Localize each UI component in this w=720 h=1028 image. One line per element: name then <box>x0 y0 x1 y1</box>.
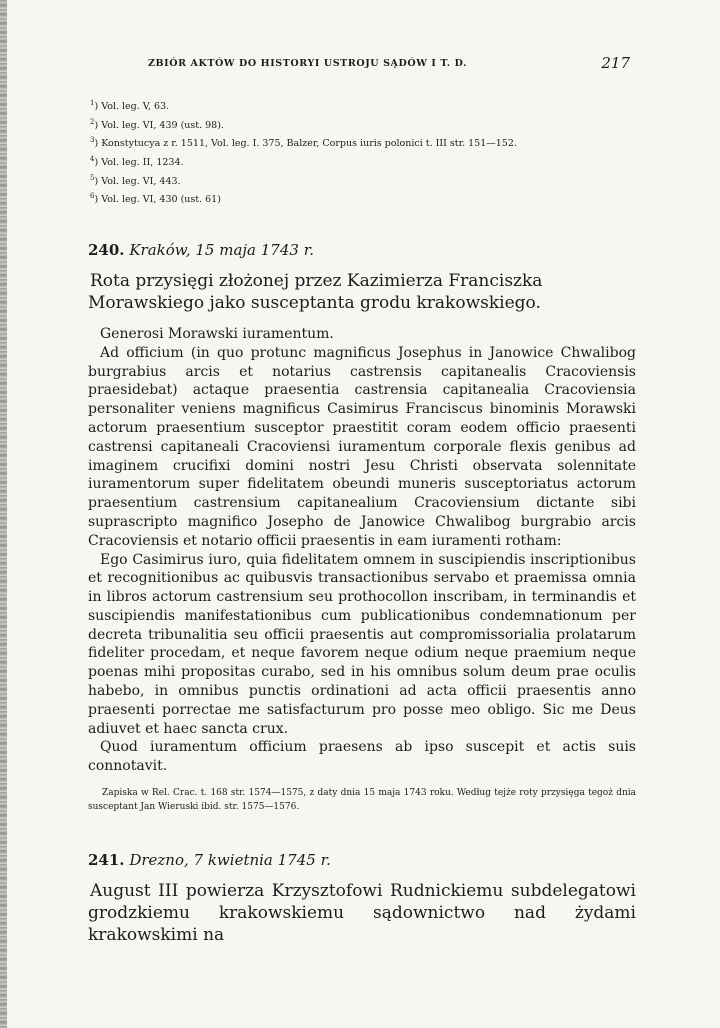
footnote: $^1$) Vol. leg. V, 63. <box>90 99 170 113</box>
section-240-heading <box>88 240 636 260</box>
scan-edge-shadow <box>0 0 7 1028</box>
footnote: $^6$) Vol. leg. VI, 430 (ust. 61) <box>90 192 221 206</box>
page-number: 217 <box>601 54 630 72</box>
footnote: $^4$) Vol. leg. II, 1234. <box>90 154 184 169</box>
section-place-date: Drezno, 7 kwietnia 1745 r. <box>129 851 331 870</box>
footnote: $^5$) Vol. leg. VI, 443. <box>90 173 181 187</box>
page <box>88 52 636 946</box>
footnote: $^3$) Konstytucya z r. 1511, Vol. leg. I. 375, Balzer, Corpus iuris polonici t. III str. 151—152. <box>90 136 517 150</box>
header-title: ZBIÓR AKTÓW DO HISTORYI USTROJU SĄDÓW I T. D. <box>148 58 468 69</box>
footnote: $^2$) Vol. leg. VI, 439 (ust. 98). <box>90 117 224 131</box>
section-241 <box>88 850 636 946</box>
section-241-heading <box>88 850 636 870</box>
paragraph: Quod iuramentum officium praesens ab ipso suscepit et actis suis connotavit. <box>88 739 636 775</box>
section-240-title: Rota przysięgi złożonej przez Kazimierza Franciszka Morawskiego jako susceptanta grodu krakowskiego. <box>88 270 543 313</box>
paragraph: Generosi Morawski iuramentum. <box>100 325 334 342</box>
footnotes <box>88 96 636 208</box>
paragraph: Ad officium (in quo protunc magnificus Josephus in Janowice Chwalibog burgrabius arcis et notarius castrensis capitanealis Cracoviensis praesidebat) actaque praesentia castrensia capitanealia Cracoviensia personaliter veniens magnificus Casimirus Franciscus binominis Morawski actorum praesentium susceptor praestitit coram eodem officio praesenti castrensi capitaneali Cracoviensi iuramentum corporale flexis genibus ad imaginem crucifixi domini nostri Jesu Christi observata solennitate iuramentorum super fidelitatem obeundi muneris susceptoriatus actorum praesentium castrensium capitanealium Cracoviensium dictante sibi suprascripto magnifico Josepho de Janowice Chwalibog burgrabio arcis Cracoviensis et notario officii praesentis in eam iuramenti rotham: <box>88 344 636 549</box>
paragraph: Ego Casimirus iuro, quia fidelitatem omnem in suscipiendis inscriptionibus et recognitionibus ac quibusvis transactionibus servabo et praemissa omnia in libros actorum castrensium seu prothocollon inscribam, in terminandis et suscipiendis manifestationibus cum publicationibus condemnationum per decreta tribunalitia seu officii praesentis aut compromissorialia prolatarum fideliter procedam, et neque favorem neque odium neque praemium neque poenas mihi propositas curabo, sed in his omnibus solum deum prae oculis habebo, in omnibus punctis ordinationi ad acta officii praesentis anno praesenti porrectae me satisfacturum pro posse meo obligo. Sic me Deus adiuvet et haec sancta crux. <box>88 551 636 737</box>
section-241-title: August III powierza Krzysztofowi Rudnickiemu subdelegatowi grodzkiemu krakowskiemu sądownictwo nad żydami krakowskimi na <box>88 881 636 946</box>
section-240-body <box>88 325 636 776</box>
section-number: 241. <box>88 851 125 870</box>
section-number: 240. <box>88 240 125 259</box>
running-header <box>88 52 636 74</box>
section-place-date: Kraków, 15 maja 1743 r. <box>129 240 314 259</box>
section-240-note: Zapiska w Rel. Crac. t. 168 str. 1574—1575, z daty dnia 15 maja 1743 roku. Według tejże roty przysięga tegoż dnia susceptant Jan Wieruski ibid. str. 1575—1576. <box>88 788 636 813</box>
